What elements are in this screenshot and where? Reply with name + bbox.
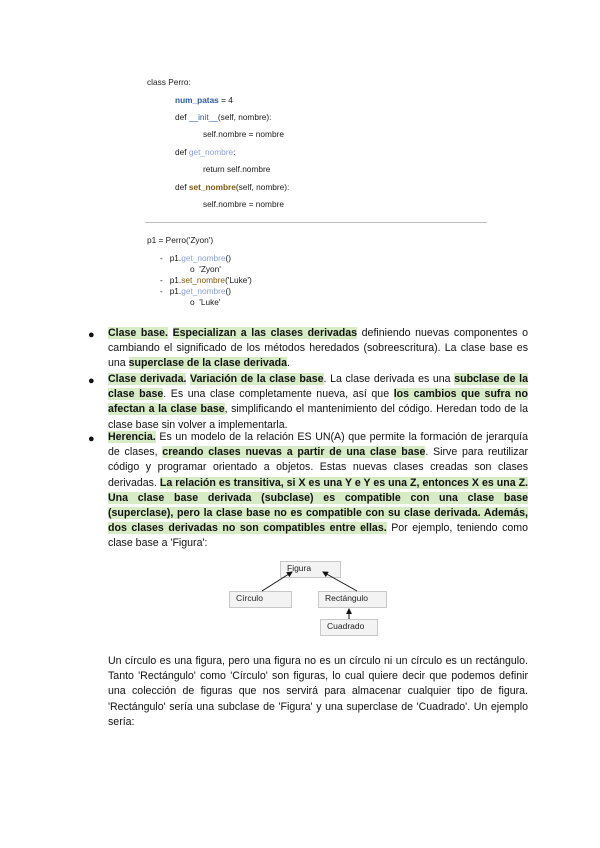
highlight-text: subclase de la clase base — [108, 373, 528, 401]
example-object: p1. — [169, 286, 182, 296]
code-get-body: return self.nombre — [203, 164, 271, 174]
body-text: . La clase derivada es una — [323, 373, 455, 385]
term-clase-base: Clase base. — [108, 327, 168, 339]
diagram-box-rectangulo: Rectángulo — [318, 591, 387, 608]
circle-bullet-icon: o — [190, 264, 195, 274]
example-args: () — [225, 286, 232, 296]
body-text: . — [287, 357, 290, 370]
code-get-name: get_nombre — [188, 147, 234, 157]
body-text: . Sirve para reutilizar código y programar orientado a objetos. Estas nuevas clases creadas son clases derivadas. — [108, 446, 528, 489]
term-clase-derivada: Clase derivada. — [108, 373, 187, 385]
example-args: () — [225, 253, 232, 263]
example-method: get_nombre — [181, 253, 226, 263]
code-def-kw: def — [175, 112, 189, 122]
example-object: p1. — [169, 275, 182, 285]
diagram-box-cuadrado: Cuadrado — [320, 619, 378, 636]
code-attr-value: = 4 — [218, 95, 233, 105]
body-text: . Es una clase completamente nueva, así que — [163, 388, 394, 401]
example-result: 'Luke' — [199, 297, 221, 307]
example-args: ('Luke') — [225, 275, 252, 285]
body-text: definiendo nuevas componentes o cambiando el significado de los métodos heredados (sobreescritura). La clase base es una — [108, 327, 529, 370]
highlight-text: Especializan a las clases derivadas — [172, 327, 358, 339]
list-dash: - — [160, 253, 163, 263]
code-class-line: class Perro: — [147, 77, 191, 87]
code-set-body: self.nombre = nombre — [203, 199, 284, 209]
circle-bullet-icon: o — [190, 297, 195, 307]
bullet-icon: ● — [88, 375, 95, 387]
closing-paragraph: Un círculo es una figura, pero una figura no es un círculo ni un círculo es un rectángulo. Tanto 'Rectángulo' como 'Círculo' son figuras, lo cual quiere decir que podemos definir una colección de figuras que nos servirá para almacenar cualquier tipo de figura. 'Rectángulo' sería una subclase de 'Figura' y una superclase de 'Cuadrado'. Un ejemplo sería: — [108, 655, 528, 728]
arrow-rectangulo-figura — [323, 572, 357, 591]
code-get-colon: : — [233, 147, 236, 157]
highlight-text: los cambios que sufra no afectan a la clase base — [108, 388, 528, 416]
code-init-body: self.nombre = nombre — [203, 129, 284, 139]
list-dash: - — [160, 286, 163, 296]
body-text: Es un modelo de la relación ES UN(A) que permite la formación de jerarquía de clases, — [108, 431, 528, 459]
diagram-box-figura: Figura — [280, 561, 341, 578]
code-set-args: (self, nombre): — [235, 182, 290, 192]
code-attr-name: num_patas — [175, 95, 219, 105]
highlight-text: superclase de la clase derivada — [128, 357, 288, 370]
code-def-kw: def — [175, 182, 189, 192]
bullet-icon: ● — [88, 433, 95, 445]
code-set-name: set_nombre — [188, 182, 236, 192]
example-method: set_nombre — [181, 275, 226, 285]
example-object: p1. — [169, 253, 182, 263]
code-p1-line: p1 = Perro('Zyon') — [147, 235, 214, 245]
bullet-icon: ● — [88, 329, 95, 341]
example-result: 'Zyon' — [199, 264, 221, 274]
term-herencia: Herencia. — [108, 431, 156, 443]
body-text: , simplificando el mantenimiento del código. Heredan todo de la clase base sin volver a implementarla. — [108, 403, 528, 431]
code-init-args: (self, nombre): — [217, 112, 272, 122]
example-method: get_nombre — [181, 286, 226, 296]
list-dash: - — [160, 275, 163, 285]
highlight-text: La relación es transitiva, si X es una Y e Y es una Z, entonces X es una Z. Una clase base derivada (subclase) es compatible con una clase base (superclase), pero la clase base no es compatible con su clase derivada. Además, dos clases derivadas no son compatibles entre ellas. — [108, 476, 528, 535]
arrow-circulo-figura — [262, 572, 292, 591]
code-def-kw: def — [175, 147, 189, 157]
highlight-text: Variación de la clase base — [190, 373, 324, 385]
body-text: Por ejemplo, teniendo como clase base a 'Figura': — [108, 522, 528, 550]
code-init-name: __init__ — [188, 112, 218, 122]
diagram-box-circulo: Círculo — [229, 591, 292, 608]
highlight-text: creando clases nuevas a partir de una clase base — [162, 446, 426, 459]
